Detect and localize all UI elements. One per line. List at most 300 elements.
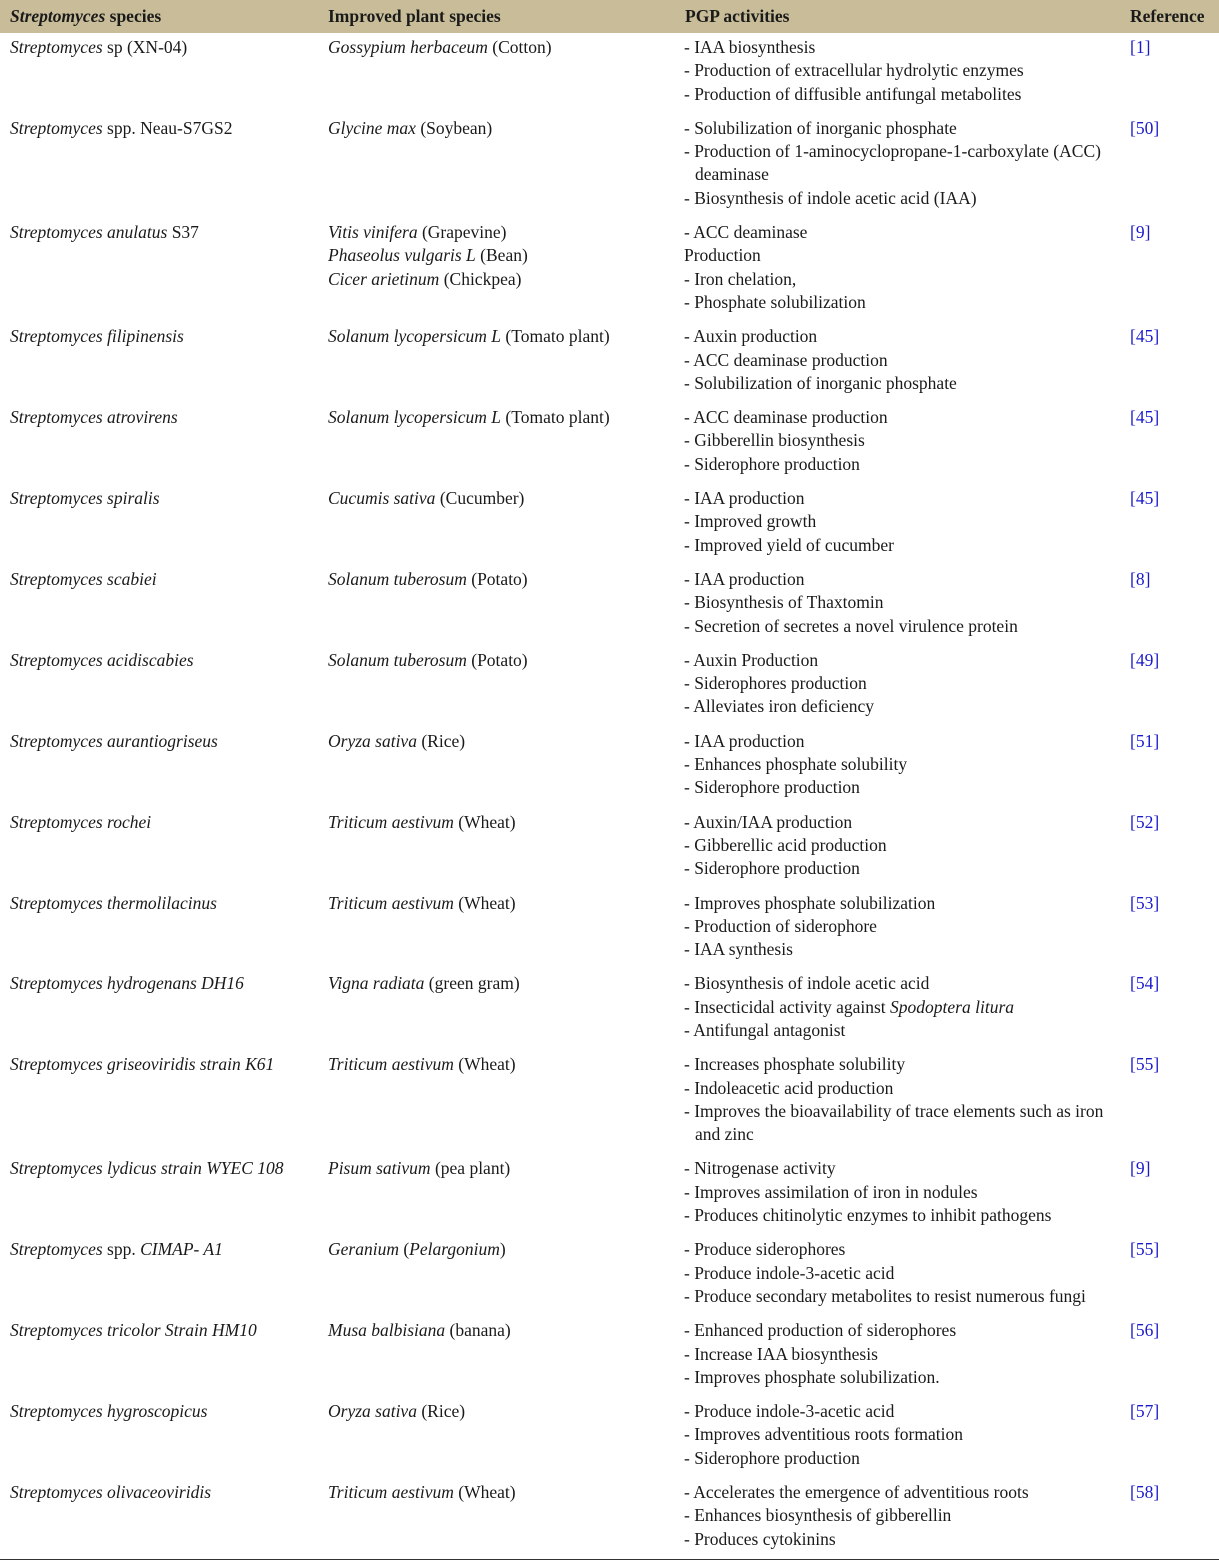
activity-item [684,1100,1120,1147]
plant-text: Solanum tuberosum [328,649,467,670]
activity-text: - Improved yield of cucumber [684,534,894,555]
table-row [0,969,1219,1050]
activities-cell [675,1397,1120,1478]
activity-item [684,730,1120,753]
activity-text: - Antifungal antagonist [684,1019,846,1040]
activity-item [684,372,1120,395]
activities-cell [675,646,1120,727]
activity-text: - Accelerates the emergence of adventitious roots [684,1482,1029,1503]
activity-item [684,1423,1120,1446]
species-text: CIMAP- A1 [140,1239,223,1260]
species-cell [0,1154,318,1235]
plant-line [328,325,675,348]
plant-text: (Tomato plant) [501,326,610,347]
plant-line [328,892,675,915]
activity-text: - Iron chelation, [684,268,797,289]
activity-item [684,1019,1120,1042]
species-cell [0,1050,318,1154]
plant-text: Vitis vinifera [328,222,418,243]
activity-item [684,1053,1120,1076]
table-row [0,322,1219,403]
plant-cell [318,403,675,484]
plant-line [328,1238,675,1261]
reference-link[interactable]: [55] [1130,1054,1160,1075]
table-header [0,0,1219,33]
plant-text: Triticum aestivum [328,892,454,913]
activity-text: - IAA production [684,488,805,509]
plant-text: (Potato) [466,568,528,589]
activity-item [684,59,1120,82]
plant-line [328,1319,675,1342]
reference-link[interactable]: [45] [1130,407,1160,428]
activity-item [684,429,1120,452]
plant-line [328,649,675,672]
activity-item [684,1238,1120,1261]
activity-text: - IAA biosynthesis [684,37,816,57]
activity-text: - Enhances phosphate solubility [684,754,908,775]
plant-cell [318,727,675,808]
activity-text: - Produce indole-3-acetic acid [684,1262,895,1283]
plant-text: Solanum lycopersicum L [328,407,502,428]
activity-text: - Solubilization of inorganic phosphate [684,117,957,138]
activity-text: - Biosynthesis of indole acetic acid [684,973,930,994]
activity-item [684,996,1120,1019]
plant-text: Geranium [328,1239,399,1260]
activities-cell [675,1478,1120,1559]
reference-link[interactable]: [52] [1130,811,1160,832]
plant-line [328,1053,675,1076]
species-text: Streptomyces hygroscopicus [10,1401,208,1422]
reference-link[interactable]: [9] [1130,1158,1151,1179]
table-row [0,218,1219,322]
table-row [0,565,1219,646]
plant-cell [318,889,675,970]
header-species [0,0,318,33]
reference-link[interactable]: [45] [1130,326,1160,347]
table-row [0,1316,1219,1397]
plant-cell [318,1316,675,1397]
plant-line [328,244,675,267]
table-row [0,403,1219,484]
species-text: Streptomyces rochei [10,811,152,832]
plant-line [328,36,675,59]
reference-cell [1120,1235,1219,1316]
activity-item [684,1204,1120,1227]
activity-text: - Siderophore production [684,453,860,474]
plant-text: Oryza sativa [328,1401,417,1422]
activity-item [684,938,1120,961]
activity-item [684,1285,1120,1308]
header-row [0,0,1219,33]
plant-line [328,1400,675,1423]
species-text: Streptomyces filipinensis [10,326,184,347]
species-text: Streptomyces thermolilacinus [10,892,217,913]
activity-item [684,672,1120,695]
species-text: Streptomyces hydrogenans DH16 [10,973,244,994]
activity-text: - Biosynthesis of indole acetic acid (IAA) [684,187,977,208]
plant-line [328,268,675,291]
plant-text: Glycine max [328,117,416,138]
plant-text: (Chickpea) [439,268,522,289]
activity-item [684,117,1120,140]
species-text: Streptomyces lydicus strain WYEC 108 [10,1158,284,1179]
species-cell [0,1235,318,1316]
plant-line [328,730,675,753]
reference-link[interactable]: [58] [1130,1482,1160,1503]
activity-text: - Siderophores production [684,673,867,694]
plant-text: Phaseolus vulgaris L [328,245,476,266]
activity-item [684,1157,1120,1180]
reference-cell [1120,646,1219,727]
activity-item [684,811,1120,834]
table-row [0,484,1219,565]
plant-text: Musa balbisiana [328,1320,446,1341]
plant-text: (banana) [445,1320,511,1341]
activity-text: - Produce indole-3-acetic acid [684,1401,895,1422]
plant-cell [318,565,675,646]
plant-line [328,406,675,429]
activity-item [684,244,1120,267]
table-row [0,1235,1219,1316]
plant-text: Solanum tuberosum [328,568,467,589]
activities-cell [675,484,1120,565]
plant-text: (Bean) [475,245,528,266]
activities-cell [675,33,1120,114]
plant-line [328,221,675,244]
activity-text: - IAA production [684,730,805,751]
activity-item [684,1447,1120,1470]
plant-text: (Potato) [466,649,528,670]
plant-cell [318,969,675,1050]
header-species-italic: Streptomyces [10,6,106,26]
activity-text: - ACC deaminase [684,222,808,243]
activity-text: - Improves phosphate solubilization [684,892,936,913]
activity-text: - Increases phosphate solubility [684,1054,906,1075]
reference-link[interactable]: [54] [1130,973,1160,994]
activity-text: - Secretion of secretes a novel virulence protein [684,615,1018,636]
table-row [0,1478,1219,1559]
plant-text: (Wheat) [453,892,516,913]
species-text: Streptomyces spiralis [10,488,160,509]
plant-cell [318,1478,675,1559]
species-text: Streptomyces [10,37,103,57]
activities-cell [675,969,1120,1050]
activity-text: - Indoleacetic acid production [684,1077,894,1098]
plant-cell [318,1050,675,1154]
activities-cell [675,218,1120,322]
plant-line [328,1481,675,1504]
plant-cell [318,218,675,322]
species-cell [0,646,318,727]
plant-text: (Wheat) [453,1482,516,1503]
activity-item [684,83,1120,106]
reference-cell [1120,33,1219,114]
activity-item [684,615,1120,638]
plant-text: (pea plant) [430,1158,511,1179]
activity-item [684,1181,1120,1204]
species-text: Streptomyces atrovirens [10,407,178,428]
reference-link[interactable]: [45] [1130,488,1160,509]
activity-item [684,1504,1120,1527]
activities-cell [675,114,1120,218]
activity-item [684,1262,1120,1285]
activities-cell [675,1316,1120,1397]
species-text: Streptomyces scabiei [10,568,157,589]
reference-link[interactable]: [50] [1130,117,1160,138]
species-text: sp (XN-04) [102,37,188,57]
table-body [0,33,1219,1559]
activities-cell [675,808,1120,889]
activity-text: - Improves assimilation of iron in nodules [684,1181,978,1202]
plant-text: (Cotton) [487,37,552,57]
reference-cell [1120,565,1219,646]
table-row [0,646,1219,727]
activity-text: - Production of 1-aminocyclopropane-1-carboxylate (ACC) deaminase [684,141,1101,185]
reference-link[interactable]: [8] [1130,568,1151,589]
activity-text: - Produce secondary metabolites to resist numerous fungi [684,1285,1086,1306]
species-text: Streptomyces acidiscabies [10,649,194,670]
activity-text: - ACC deaminase production [684,407,888,428]
activities-cell [675,889,1120,970]
activity-item [684,268,1120,291]
plant-text: Cucumis sativa [328,488,436,509]
activity-item [684,1319,1120,1342]
activity-text: - Nitrogenase activity [684,1158,836,1179]
plant-text: (Tomato plant) [501,407,610,428]
activity-item [684,568,1120,591]
table-row [0,808,1219,889]
activity-item [684,510,1120,533]
activity-text: - IAA production [684,568,805,589]
activity-text: - Auxin Production [684,649,819,670]
species-cell [0,727,318,808]
plant-cell [318,646,675,727]
reference-cell [1120,1478,1219,1559]
plant-text: Gossypium herbaceum [328,37,488,57]
plant-line [328,487,675,510]
table-row [0,1050,1219,1154]
activity-item [684,1481,1120,1504]
activity-item [684,1077,1120,1100]
species-text: S37 [167,222,199,243]
activities-cell [675,565,1120,646]
table-row [0,1154,1219,1235]
species-cell [0,114,318,218]
reference-cell [1120,484,1219,565]
activity-text: - ACC deaminase production [684,349,888,370]
reference-cell [1120,1397,1219,1478]
activity-item [684,36,1120,59]
plant-text: Oryza sativa [328,730,417,751]
species-cell [0,403,318,484]
reference-cell [1120,322,1219,403]
activity-text: - Enhances biosynthesis of gibberellin [684,1505,952,1526]
plant-text: (green gram) [424,973,520,994]
activity-item [684,591,1120,614]
activity-text: - Increase IAA biosynthesis [684,1343,878,1364]
activity-item [684,406,1120,429]
plant-text: (Soybean) [415,117,493,138]
reference-cell [1120,808,1219,889]
plant-line [328,811,675,834]
activity-item [684,453,1120,476]
plant-text: (Rice) [416,730,466,751]
activity-item [684,776,1120,799]
activity-item [684,753,1120,776]
activity-text: - Solubilization of inorganic phosphate [684,372,957,393]
activities-cell [675,322,1120,403]
activity-text: - Enhanced production of siderophores [684,1320,957,1341]
species-text: Streptomyces [10,117,103,138]
plant-line [328,1157,675,1180]
activity-text: - Gibberellic acid production [684,834,887,855]
species-cell [0,969,318,1050]
plant-text: Triticum aestivum [328,1482,454,1503]
reference-cell [1120,969,1219,1050]
species-cell [0,565,318,646]
plant-line [328,568,675,591]
reference-link[interactable]: [55] [1130,1239,1160,1260]
reference-cell [1120,1050,1219,1154]
plant-text: Pelargonium [409,1239,500,1260]
species-text: Streptomyces tricolor Strain HM10 [10,1320,257,1341]
species-cell [0,218,318,322]
plant-cell [318,33,675,114]
activity-text: - Production of siderophore [684,915,877,936]
header-reference: Reference [1120,0,1219,33]
activity-text: - Siderophore production [684,777,860,798]
activity-text: - Improves adventitious roots formation [684,1424,963,1445]
reference-cell [1120,889,1219,970]
reference-cell [1120,727,1219,808]
reference-cell [1120,114,1219,218]
activity-item [684,291,1120,314]
activity-text: - Improves phosphate solubilization. [684,1366,940,1387]
species-text: Streptomyces anulatus [10,222,168,243]
activities-cell [675,1050,1120,1154]
activity-text: - Improved growth [684,511,817,532]
species-cell [0,1397,318,1478]
activity-item [684,140,1120,187]
reference-link[interactable]: [57] [1130,1401,1160,1422]
activity-text: - Biosynthesis of Thaxtomin [684,592,884,613]
reference-link[interactable]: [9] [1130,222,1151,243]
table-row [0,1397,1219,1478]
species-cell [0,1316,318,1397]
activity-item [684,834,1120,857]
species-cell [0,808,318,889]
plant-cell [318,1397,675,1478]
activity-text: - Improves the bioavailability of trace elements such as iron and zinc [684,1100,1104,1145]
plant-line [328,117,675,140]
plant-cell [318,114,675,218]
plant-text: ) [499,1239,506,1260]
table-row [0,33,1219,114]
activity-item [684,534,1120,557]
activity-text: Production [684,245,761,266]
plant-text: Solanum lycopersicum L [328,326,502,347]
activity-text: - Gibberellin biosynthesis [684,430,865,451]
activities-cell [675,727,1120,808]
table-row [0,114,1219,218]
activity-text: Spodoptera litura [890,996,1015,1017]
plant-text: (Rice) [416,1401,466,1422]
plant-cell [318,1154,675,1235]
reference-cell [1120,218,1219,322]
activity-item [684,487,1120,510]
plant-cell [318,1235,675,1316]
reference-link[interactable]: [1] [1130,37,1151,57]
species-text: Streptomyces [10,1239,103,1260]
plant-text: (Wheat) [453,1054,516,1075]
species-cell [0,1478,318,1559]
activities-cell [675,1235,1120,1316]
header-activities: PGP activities [675,0,1120,33]
activity-item [684,857,1120,880]
activity-text: - IAA synthesis [684,939,793,960]
reference-link[interactable]: [56] [1130,1320,1160,1341]
plant-cell [318,322,675,403]
activity-item [684,892,1120,915]
reference-cell [1120,403,1219,484]
activity-item [684,187,1120,210]
activity-text: - Produces chitinolytic enzymes to inhibit pathogens [684,1205,1052,1226]
activity-item [684,1400,1120,1423]
activity-item [684,915,1120,938]
reference-link[interactable]: [49] [1130,649,1160,670]
activity-item [684,972,1120,995]
reference-link[interactable]: [51] [1130,730,1160,751]
plant-text: ( [398,1239,410,1260]
species-text: Streptomyces olivaceoviridis [10,1482,212,1503]
species-text: Streptomyces griseoviridis strain K61 [10,1054,275,1075]
reference-cell [1120,1316,1219,1397]
activity-item [684,349,1120,372]
activities-cell [675,403,1120,484]
plant-text: Vigna radiata [328,973,425,994]
reference-link[interactable]: [53] [1130,892,1160,913]
plant-text: (Cucumber) [435,488,525,509]
activity-text: - Produce siderophores [684,1239,846,1260]
activity-item [684,221,1120,244]
activities-cell [675,1154,1120,1235]
header-plant: Improved plant species [318,0,675,33]
activity-text: - Auxin production [684,326,818,347]
plant-text: (Grapevine) [417,222,507,243]
species-cell [0,322,318,403]
plant-text: Triticum aestivum [328,1054,454,1075]
activity-text: - Insecticidal activity against [684,996,891,1017]
activity-text: - Auxin/IAA production [684,811,853,832]
species-text: Streptomyces aurantiogriseus [10,730,218,751]
activity-item [684,1343,1120,1366]
activity-text: - Production of diffusible antifungal metabolites [684,83,1022,104]
plant-text: Pisum sativum [328,1158,431,1179]
activity-item [684,1528,1120,1551]
activity-text: - Alleviates iron deficiency [684,696,874,717]
species-cell [0,484,318,565]
plant-line [328,972,675,995]
activity-item [684,649,1120,672]
activity-text: - Siderophore production [684,1447,860,1468]
header-species-rest: species [105,6,162,26]
plant-text: (Wheat) [453,811,516,832]
activity-text: - Production of extracellular hydrolytic enzymes [684,60,1024,81]
plant-text: Cicer arietinum [328,268,440,289]
table-row [0,727,1219,808]
activity-item [684,1366,1120,1389]
activity-item [684,695,1120,718]
